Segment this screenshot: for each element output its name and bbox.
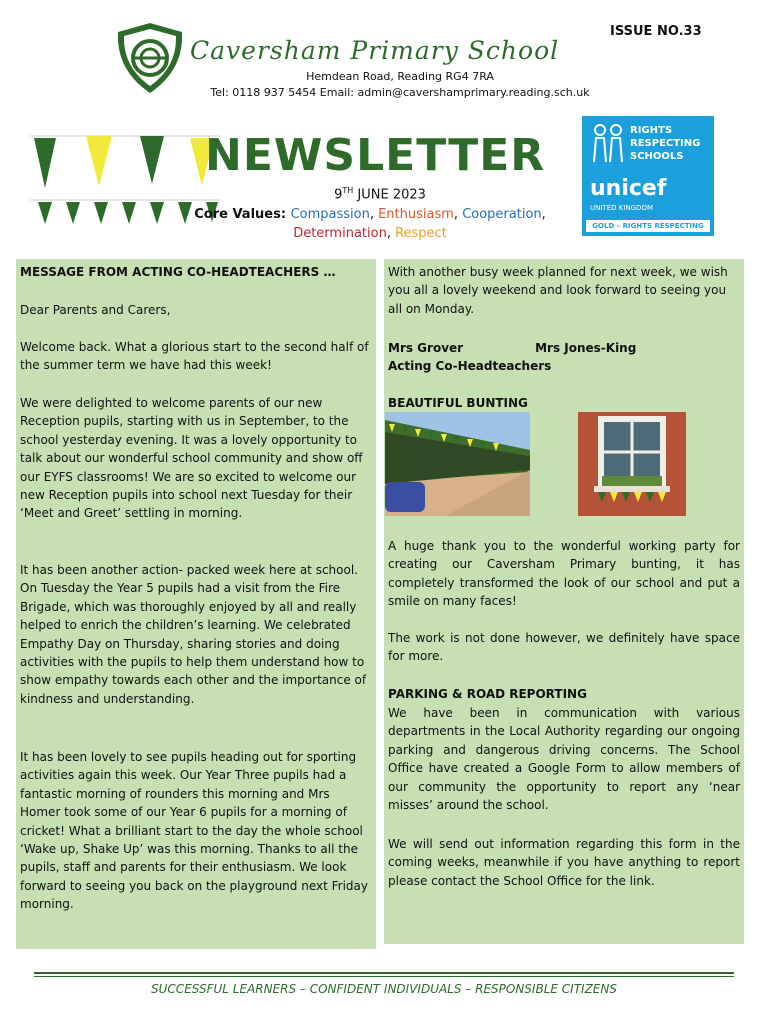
school-address: Hemdean Road, Reading RG4 7RA bbox=[306, 70, 494, 83]
greeting: Dear Parents and Carers, bbox=[20, 303, 171, 317]
left-column bbox=[16, 259, 376, 949]
bunting-fence-photo bbox=[385, 412, 530, 516]
bunting-window-photo bbox=[578, 412, 686, 516]
school-motto: SUCCESSFUL LEARNERS – CONFIDENT INDIVIDUALS – RESPONSIBLE CITIZENS bbox=[151, 982, 617, 996]
badge-text: RIGHTS RESPECTING SCHOOLS bbox=[630, 125, 701, 162]
parking-paragraph-2: We will send out information regarding this form in the coming weeks, meanwhile if you have anything to report please contact the School Office for the link. bbox=[388, 837, 740, 888]
newsletter-date bbox=[300, 186, 460, 202]
footer-rule-thin bbox=[34, 976, 734, 977]
unicef-wordmark: unicef bbox=[590, 176, 667, 201]
footer-rule bbox=[34, 972, 734, 974]
date-suffix: TH bbox=[342, 186, 354, 195]
bunting-paragraph-2: The work is not done however, we definitely have space for more. bbox=[388, 631, 740, 664]
signature-name-2: Mrs Jones-King bbox=[535, 341, 637, 355]
paragraph-sports: It has been lovely to see pupils heading out for sporting activities again this week. Our Year Three pupils had a fantastic morning of rounders this morning and Mrs Homer took some of our Year 6 pupils for a morning of cricket! What a brilliant start to the day the whole school ‘Wake up, Shake Up’ was this morning. Thanks to all the pupils, staff and parents for their enthusiasm. We look forward to seeing you back on the playground next Friday morning. bbox=[20, 750, 368, 912]
bunting-heading: BEAUTIFUL BUNTING bbox=[388, 396, 528, 410]
signature-title: Acting Co-Headteachers bbox=[388, 359, 552, 373]
date-month-year: JUNE 2023 bbox=[353, 187, 426, 203]
value-determination: Determination bbox=[293, 226, 387, 241]
parking-heading: PARKING & ROAD REPORTING bbox=[388, 687, 587, 701]
core-values-line2: Determination, Respect bbox=[293, 226, 447, 241]
core-values: Core Values: Compassion, Enthusiasm, Cooperation, bbox=[194, 207, 546, 222]
school-logo bbox=[112, 20, 188, 96]
value-enthusiasm: Enthusiasm bbox=[378, 207, 454, 222]
value-compassion: Compassion bbox=[290, 207, 370, 222]
school-name: Caversham Primary School bbox=[190, 36, 560, 65]
badge-level: GOLD – RIGHTS RESPECTING bbox=[586, 220, 710, 232]
value-respect: Respect bbox=[395, 226, 447, 241]
signature-name-1: Mrs Grover bbox=[388, 341, 464, 355]
rights-respecting-badge bbox=[582, 116, 714, 236]
headteachers-heading: MESSAGE FROM ACTING CO-HEADTEACHERS … bbox=[20, 265, 336, 279]
paragraph-closing: With another busy week planned for next week, we wish you all a lovely weekend and look forward to seeing you all on Monday. bbox=[388, 265, 728, 316]
paragraph-welcome: Welcome back. What a glorious start to the second half of the summer term we have had this week! bbox=[20, 340, 369, 373]
paragraph-reception: We were delighted to welcome parents of our new Reception pupils, starting with us in September, to the school yesterday evening. It was a lovely opportunity to talk about our wonderful school community and show off our EYFS classrooms! We are so excited to welcome our new Reception pupils into school next Tuesday for their ‘Meet and Greet’ settling in morning. bbox=[20, 396, 363, 521]
school-contact: Tel: 0118 937 5454 Email: admin@cavershamprimary.reading.sch.uk bbox=[210, 86, 590, 99]
paragraph-activities: It has been another action- packed week here at school. On Tuesday the Year 5 pupils had a visit from the Fire Brigade, which was thoroughly enjoyed by all and really helped to enrich the children’s learning. We celebrated Empathy Day on Thursday, sharing stories and doing activities with the pupils to help them understand how to show empathy towards each other and the importance of kindness and understanding. bbox=[20, 563, 367, 706]
signature-names bbox=[388, 339, 740, 357]
issue-number: ISSUE NO.33 bbox=[610, 24, 702, 39]
value-cooperation: Cooperation bbox=[462, 207, 542, 222]
newsletter-title: NEWSLETTER bbox=[205, 130, 546, 181]
badge-country: UNITED KINGDOM bbox=[590, 204, 653, 212]
bunting-paragraph-1: A huge thank you to the wonderful working party for creating our Caversham Primary bunting, it has completely transformed the look of our school and put a smile on many faces! bbox=[388, 539, 740, 609]
parking-paragraph-1: We have been in communication with various departments in the Local Authority regarding our ongoing parking and dangerous driving concerns. The School Office have created a Google Form to allow members of our community the opportunity to report any ‘near misses’ around the school. bbox=[388, 706, 740, 813]
core-values-label: Core Values: bbox=[194, 207, 291, 222]
people-icon bbox=[590, 122, 626, 166]
right-column bbox=[384, 259, 744, 944]
date-day: 9 bbox=[334, 187, 343, 203]
